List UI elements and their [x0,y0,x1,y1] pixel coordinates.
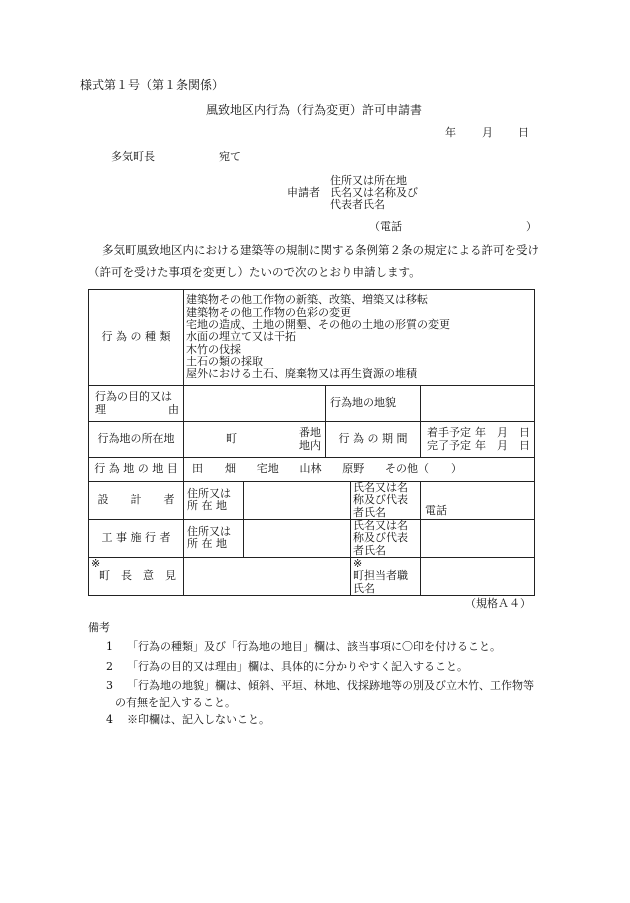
staff-label: ※ 町担当者職 氏名 [351,557,421,595]
form-number: 様式第１号（第１条関係） [80,78,225,92]
notes-item-4: ※印欄は、記入しないこと。 [127,713,270,726]
designer-name-label: 氏名又は名 称及び代表 者氏名 [351,482,421,520]
phone-close: ） [526,220,537,233]
applicant-label: 申請者 [287,186,320,199]
notes-item-3: 「行為地の地貌」欄は、傾斜、平垣、林地、伐採跡地等の別及び立木竹、工作物等 [127,679,534,692]
land-category-label: 行 為 地 の 地 目 [89,458,184,482]
staff-field[interactable] [421,557,535,595]
act-type-option: 屋外における土石、廃棄物又は再生資源の堆積 [186,367,417,381]
start-label: 着手予定 [427,426,471,440]
contractor-address-field[interactable] [244,519,351,557]
applicant-address-label: 住所又は所在地 [330,174,407,187]
period-label: 行 為 の 期 間 [326,422,421,458]
location-field[interactable] [184,422,326,458]
notes-item-1: 「行為の種類」及び「行為地の地目」欄は、該当事項に〇印を付けること。 [127,640,501,653]
mayor-opinion-field[interactable] [184,557,351,595]
act-type-option: 宅地の造成、土地の開墾、その他の土地の形質の変更 [186,318,450,332]
act-type-option: 水面の埋立て又は干拓 [186,330,296,344]
notes-item-1-num: 1 [106,640,113,653]
row-location [89,422,535,458]
contractor-name-label: 氏名又は名 称及び代表 者氏名 [351,519,421,557]
contractor-label: 工 事 施 行 者 [89,519,184,557]
land-option: その他（ ） [385,462,462,476]
act-type-option: 建築物その他工作物の色彩の変更 [186,305,351,319]
application-table [88,289,535,596]
date-day: 日 [518,126,529,139]
row-act-type [89,290,535,386]
designer-phone-label: 電話 [425,503,447,517]
notes-heading: 備考 [88,621,110,634]
addressee-suffix: 宛て [219,150,241,163]
row-purpose [89,386,535,422]
town-label: 町 [226,432,237,446]
notes-item-3-num: 3 [106,679,113,692]
lot-label: 番地 [299,426,321,440]
applicant-name-label: 氏名又は名称及び [330,185,418,199]
purpose-label: 行為の目的又は 理 由 [89,386,184,422]
designer-label: 設 計 者 [89,482,184,520]
land-option: 田 畑 [192,462,236,476]
row-designer [89,482,535,520]
act-type-option: 木竹の伐採 [186,342,241,356]
notes-item-4-num: 4 [106,713,113,726]
row-land-category [89,458,535,482]
act-type-options[interactable] [184,290,535,386]
designer-address-label: 住所又は 所 在 地 [184,482,244,520]
applicant-rep-label: 代表者氏名 [330,197,385,211]
area-label: 地内 [299,438,321,452]
size-note: （規格Ａ４） [465,597,531,610]
row-mayor-opinion [89,557,535,595]
notes-item-2-num: 2 [106,660,113,673]
act-type-label: 行 為 の 種 類 [89,290,184,386]
applicant-fields [330,175,418,211]
designer-name-field[interactable] [421,482,535,520]
land-option: 原野 [342,462,365,476]
intro-line-2: （許可を受けた事項を変更し）たいので次のとおり申請します。 [88,265,421,279]
mayor-opinion-label: ※ 町 長 意 見 [89,557,184,595]
mark-icon: ※ [353,556,363,570]
location-label: 行為地の所在地 [89,422,184,458]
contractor-name-field[interactable] [421,519,535,557]
end-label: 完了予定 [427,438,471,452]
notes-item-2: 「行為の目的又は理由」欄は、具体的に分かりやすく記入すること。 [127,660,468,673]
landscape-field[interactable] [421,386,535,422]
land-option: 宅地 [256,462,279,476]
notes-item-3-cont: の有無を記入すること。 [115,696,236,709]
act-type-option: 建築物その他工作物の新築、改築、増築又は移転 [186,293,428,307]
designer-address-field[interactable] [244,482,351,520]
date-month: 月 [482,126,493,139]
landscape-label: 行為地の地貌 [326,386,421,422]
date-year: 年 [445,126,456,139]
land-option: 山林 [299,462,322,476]
contractor-address-label: 住所又は 所 在 地 [184,519,244,557]
mark-icon: ※ [91,556,101,570]
page-title: 風致地区内行為（行為変更）許可申請書 [206,103,423,117]
period-field[interactable]: 着手予定 年 月 日 完了予定 年 月 日 [421,422,535,458]
intro-line-1: 多気町風致地区内における建築等の規制に関する条例第２条の規定による許可を受け [102,243,539,257]
act-type-option: 土石の類の採取 [186,354,263,368]
phone-open: （電話 [369,220,402,233]
addressee: 多気町長 [111,150,155,163]
purpose-field[interactable] [184,386,326,422]
row-contractor [89,519,535,557]
land-category-options[interactable] [184,458,535,482]
